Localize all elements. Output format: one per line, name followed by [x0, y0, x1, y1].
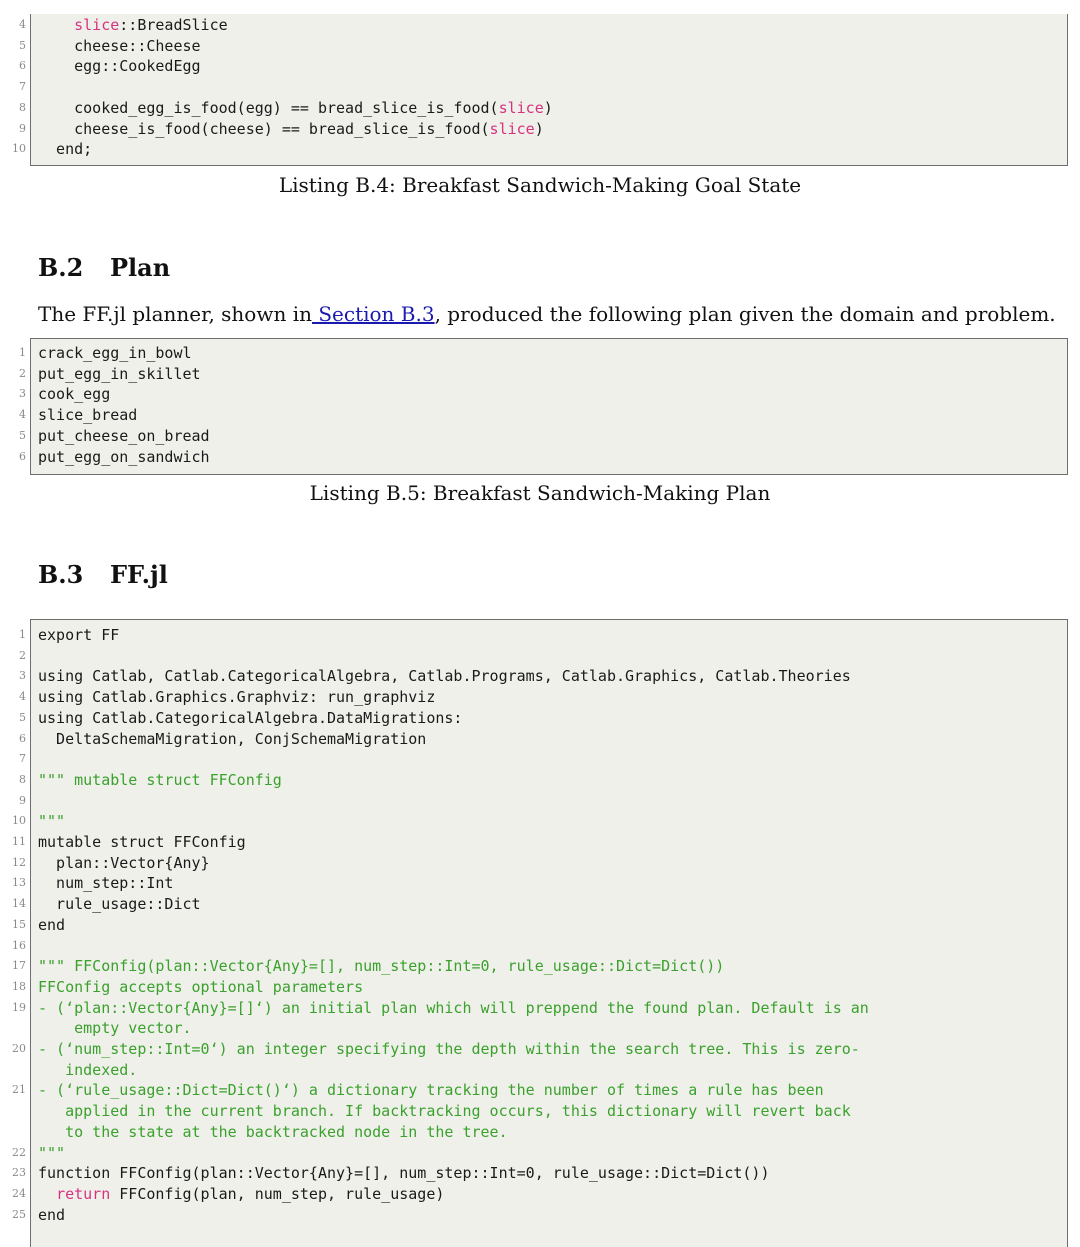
para-text-before: The FF.jl planner, shown in — [38, 302, 312, 326]
code-line — [0, 36, 1068, 57]
code-line — [0, 1080, 1068, 1101]
code-text: cheese_is_food(cheese) == bread_slice_is_food(slice) — [38, 119, 544, 138]
code-line — [0, 98, 1068, 119]
code-text: """ — [38, 1143, 66, 1162]
code-line — [0, 936, 1068, 957]
line-number: 6 — [19, 449, 26, 463]
line-number: 24 — [12, 1186, 26, 1200]
code-line — [0, 405, 1068, 426]
line-number: 4 — [19, 408, 26, 422]
code-line — [0, 119, 1068, 140]
section-b3-link[interactable]: Section B.3 — [311, 302, 435, 326]
code-line — [0, 646, 1068, 667]
code-text: slice::BreadSlice — [74, 16, 228, 34]
code-line — [0, 426, 1068, 447]
code-text: cook_egg — [38, 385, 111, 404]
section-b3-heading — [38, 560, 168, 589]
line-number: 20 — [12, 1042, 26, 1055]
code-line — [0, 364, 1068, 385]
line-number: 21 — [12, 1083, 26, 1097]
code-line — [0, 56, 1068, 77]
line-number: 10 — [12, 142, 26, 156]
line-number: 1 — [19, 346, 26, 359]
code-text: empty vector. — [38, 1019, 192, 1038]
code-line — [0, 1163, 1068, 1184]
code-line — [0, 687, 1068, 708]
line-number: 8 — [19, 772, 26, 786]
code-line — [0, 770, 1068, 791]
code-line — [0, 1184, 1068, 1205]
line-number: 3 — [19, 669, 26, 683]
code-text: cooked_egg_is_food(egg) == bread_slice_is_food(slice) — [38, 98, 553, 117]
line-number: 16 — [12, 938, 26, 952]
line-number: 13 — [12, 876, 26, 890]
code-text: """ FFConfig(plan::Vector{Any}=[], num_step::Int=0, rule_usage::Dict=Dict()) — [38, 957, 725, 976]
code-text: to the state at the backtracked node in the tree. — [38, 1122, 508, 1141]
line-number: 17 — [12, 959, 26, 973]
line-number: 1 — [19, 628, 26, 641]
code-text: - (‘num_step::Int=0‘) an integer specifying the depth within the search tree. This is zero- — [38, 1040, 860, 1058]
line-number: 22 — [12, 1145, 26, 1159]
line-number: 9 — [19, 121, 26, 135]
code-line — [0, 853, 1068, 874]
section-b2-title: Plan — [110, 253, 171, 282]
line-number: 19 — [12, 1000, 26, 1014]
section-b2-heading — [38, 253, 170, 282]
code-text: return FFConfig(plan, num_step, rule_usage) — [56, 1184, 445, 1203]
listing-b5 — [0, 338, 1068, 475]
code-line — [0, 1101, 1068, 1122]
code-text: function FFConfig(plan::Vector{Any}=[], num_step::Int=0, rule_usage::Dict=Dict()) — [38, 1164, 770, 1183]
line-number: 5 — [19, 710, 26, 724]
code-line — [0, 1039, 1068, 1060]
code-line — [0, 625, 1068, 646]
code-line — [0, 1143, 1068, 1164]
code-text: - (‘rule_usage::Dict=Dict()‘) a dictionary tracking the number of times a rule has been — [38, 1081, 824, 1100]
code-line — [0, 998, 1068, 1019]
code-text: end — [38, 915, 66, 934]
code-line — [0, 1205, 1068, 1226]
code-text: using Catlab, Catlab.CategoricalAlgebra, Catlab.Programs, Catlab.Graphics, Catlab.Theories — [38, 667, 851, 686]
line-number: 5 — [19, 428, 26, 442]
code-line — [0, 791, 1068, 812]
line-number: 14 — [12, 897, 26, 911]
code-text: mutable struct FFConfig — [38, 833, 246, 851]
code-text: crack_egg_in_bowl — [38, 344, 192, 362]
code-text: egg::CookedEgg — [38, 57, 201, 76]
code-text: cheese::Cheese — [38, 36, 201, 55]
code-text: put_egg_on_sandwich — [38, 447, 210, 466]
line-number: 9 — [19, 793, 26, 807]
code-line — [0, 343, 1068, 364]
code-text: - (‘plan::Vector{Any}=[]‘) an initial plan which will preppend the found plan. Default is an — [38, 998, 869, 1017]
code-line — [0, 811, 1068, 832]
line-number: 15 — [12, 917, 26, 931]
code-text: """ mutable struct FFConfig — [38, 770, 282, 789]
code-line — [0, 139, 1068, 160]
line-number: 6 — [19, 59, 26, 73]
code-text: using Catlab.CategoricalAlgebra.DataMigrations: — [38, 708, 463, 727]
code-line — [0, 832, 1068, 853]
section-b3-number: B.3 — [38, 560, 84, 589]
code-line — [0, 729, 1068, 750]
code-line — [0, 915, 1068, 936]
listing-b5-caption: Listing B.5: Breakfast Sandwich-Making Plan — [309, 481, 771, 505]
line-number: 18 — [12, 979, 26, 993]
code-line — [0, 447, 1068, 468]
code-line — [0, 956, 1068, 977]
code-text: rule_usage::Dict — [38, 895, 201, 914]
line-number: 7 — [19, 752, 26, 766]
code-line — [0, 666, 1068, 687]
code-text: plan::Vector{Any} — [38, 853, 210, 872]
code-line — [0, 894, 1068, 915]
line-number: 6 — [19, 731, 26, 745]
code-line — [0, 384, 1068, 405]
section-b3-title: FF.jl — [110, 560, 168, 589]
code-text: DeltaSchemaMigration, ConjSchemaMigration — [38, 729, 427, 748]
para-text-after: , produced the following plan given the domain and problem. — [434, 302, 1056, 326]
code-text: using Catlab.Graphics.Graphviz: run_graphviz — [38, 688, 436, 707]
listing-b4-caption: Listing B.4: Breakfast Sandwich-Making Goal State — [278, 173, 802, 197]
code-line — [0, 77, 1068, 98]
code-line — [0, 1122, 1068, 1143]
section-b2-number: B.2 — [38, 253, 84, 282]
code-line — [0, 977, 1068, 998]
code-text: end; — [38, 140, 93, 159]
line-number: 10 — [12, 814, 26, 828]
line-number: 23 — [12, 1166, 26, 1180]
code-text: applied in the current branch. If backtracking occurs, this dictionary will revert back — [38, 1102, 851, 1121]
code-line — [0, 15, 1068, 36]
code-text: FFConfig accepts optional parameters — [38, 977, 364, 996]
code-text: put_cheese_on_bread — [38, 426, 210, 445]
code-text: """ — [38, 812, 66, 831]
section-b2-paragraph — [38, 302, 1056, 326]
line-number: 4 — [19, 18, 26, 31]
code-line — [0, 1060, 1068, 1081]
code-line — [0, 1018, 1068, 1039]
code-text: slice_bread — [38, 406, 138, 425]
line-number: 3 — [19, 387, 26, 401]
line-number: 11 — [12, 835, 26, 848]
listing-ff — [0, 619, 1068, 1247]
code-text: export FF — [38, 626, 120, 644]
code-text: end — [38, 1205, 66, 1224]
code-line — [0, 873, 1068, 894]
line-number: 2 — [19, 648, 26, 662]
line-number: 25 — [12, 1207, 26, 1221]
line-number: 12 — [12, 855, 26, 869]
line-number: 4 — [19, 690, 26, 704]
code-text: indexed. — [38, 1060, 138, 1079]
code-text: num_step::Int — [38, 874, 174, 893]
code-text: put_egg_in_skillet — [38, 364, 201, 383]
line-number: 5 — [19, 38, 26, 52]
code-line — [0, 708, 1068, 729]
line-number: 2 — [19, 366, 26, 380]
line-number: 7 — [19, 80, 26, 94]
code-line — [0, 749, 1068, 770]
listing-b4 — [0, 14, 1068, 166]
line-number: 8 — [19, 100, 26, 114]
